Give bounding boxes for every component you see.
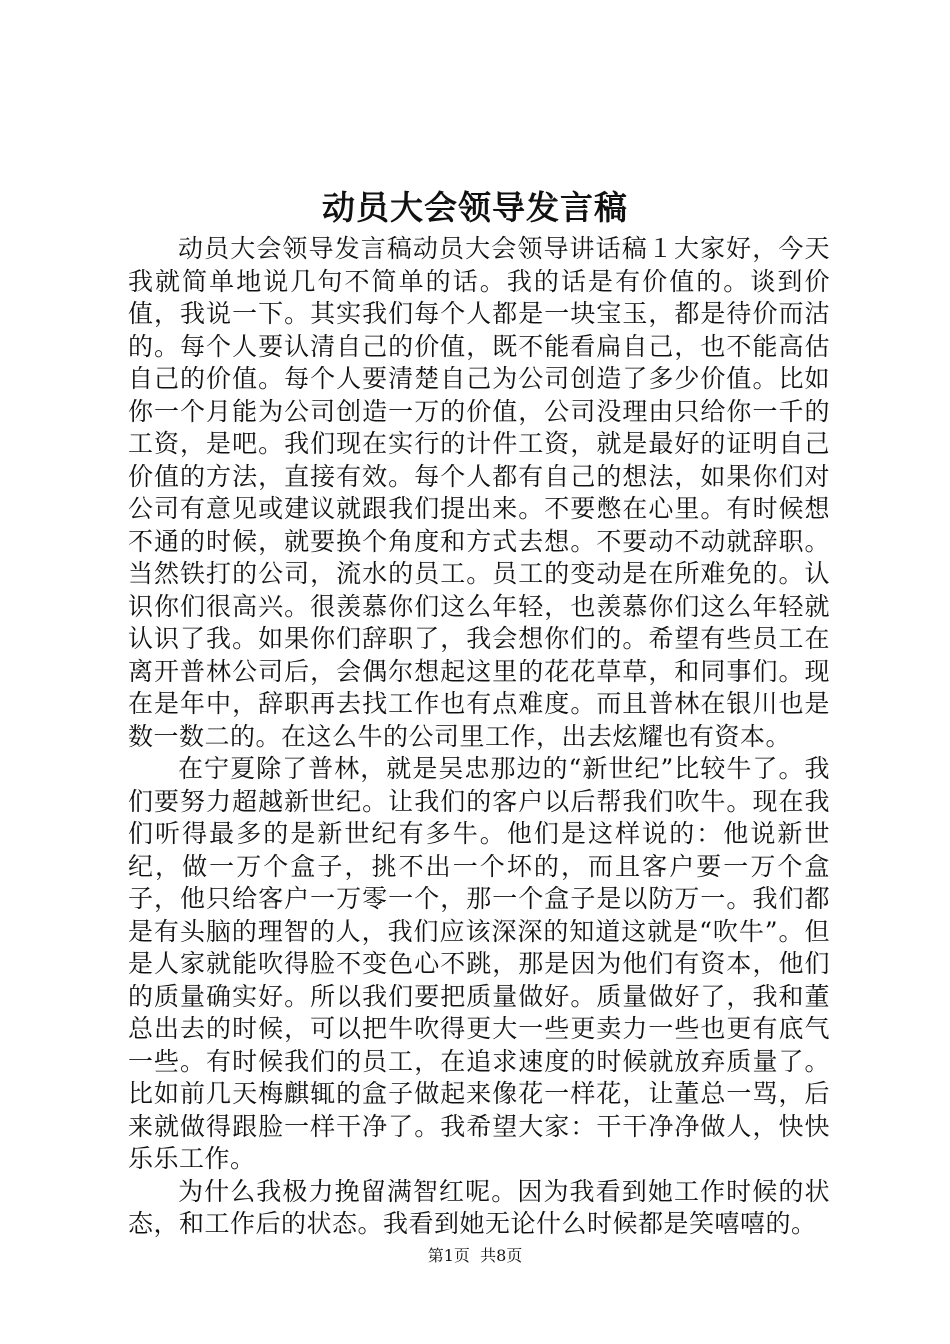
paragraph-1: 动员大会领导发言稿动员大会领导讲话稿１大家好，今天我就简单地说几句不简单的话。我的话是有价值的。谈到价值，我说一下。其实我们每个人都是一块宝玉，都是待价而沽的。每个人要认清自己的价值，既不能看扁自己，也不能高估自己的价值。每个人要清楚自己为公司创造了多少价值。比如你一个月能为公司创造一万的价值，公司没理由只给你一千的工资，是吧。我们现在实行的计件工资，就是最好的证明自己价值的方法，直接有效。每个人都有自己的想法，如果你们对公司有意见或建议就跟我们提出来。不要憋在心里。有时候想不通的时候，就要换个角度和方式去想。不要动不动就辞职。当然铁打的公司，流水的员工。员工的变动是在所难免的。认识你们很高兴。很羡慕你们这么年轻，也羡慕你们这么年轻就认识了我。如果你们辞职了，我会想你们的。希望有些员工在离开普林公司后，会偶尔想起这里的花花草草，和同事们。现在是年中，辞职再去找工作也有点难度。而且普林在银川也是数一数二的。在这么牛的公司里工作，出去炫耀也有资本。 <box>128 234 830 751</box>
page-number: 第1页 <box>427 1246 470 1265</box>
document-body <box>128 233 830 1241</box>
paragraph-3: 为什么我极力挽留满智红呢。因为我看到她工作时候的状态，和工作后的状态。我看到她无论什么时候都是笑嘻嘻的。 <box>128 1176 830 1238</box>
page-total: 共8页 <box>480 1246 523 1265</box>
document-title: 动员大会领导发言稿 <box>322 188 628 227</box>
page-footer <box>0 1245 950 1267</box>
paragraph-2: 在宁夏除了普林，就是吴忠那边的“新世纪”比较牛了。我们要努力超越新世纪。让我们的客户以后帮我们吹牛。现在我们听得最多的是新世纪有多牛。他们是这样说的：他说新世纪，做一万个盒子，挑不出一个坏的，而且客户要一万个盒子，他只给客户一万零一个，那一个盒子是以防万一。我们都是有头脑的理智的人，我们应该深深的知道这就是“吹牛”。但是人家就能吹得脸不变色心不跳，那是因为他们有资本，他们的质量确实好。所以我们要把质量做好。质量做好了，我和董总出去的时候，可以把牛吹得更大一些更卖力一些也更有底气一些。有时候我们的员工，在追求速度的时候就放弃质量了。比如前几天梅麒辄的盒子做起来像花一样花，让董总一骂，后来就做得跟脸一样干净了。我希望大家：干干净净做人，快快乐乐工作。 <box>128 754 830 1173</box>
footer-spacer <box>470 1246 480 1265</box>
